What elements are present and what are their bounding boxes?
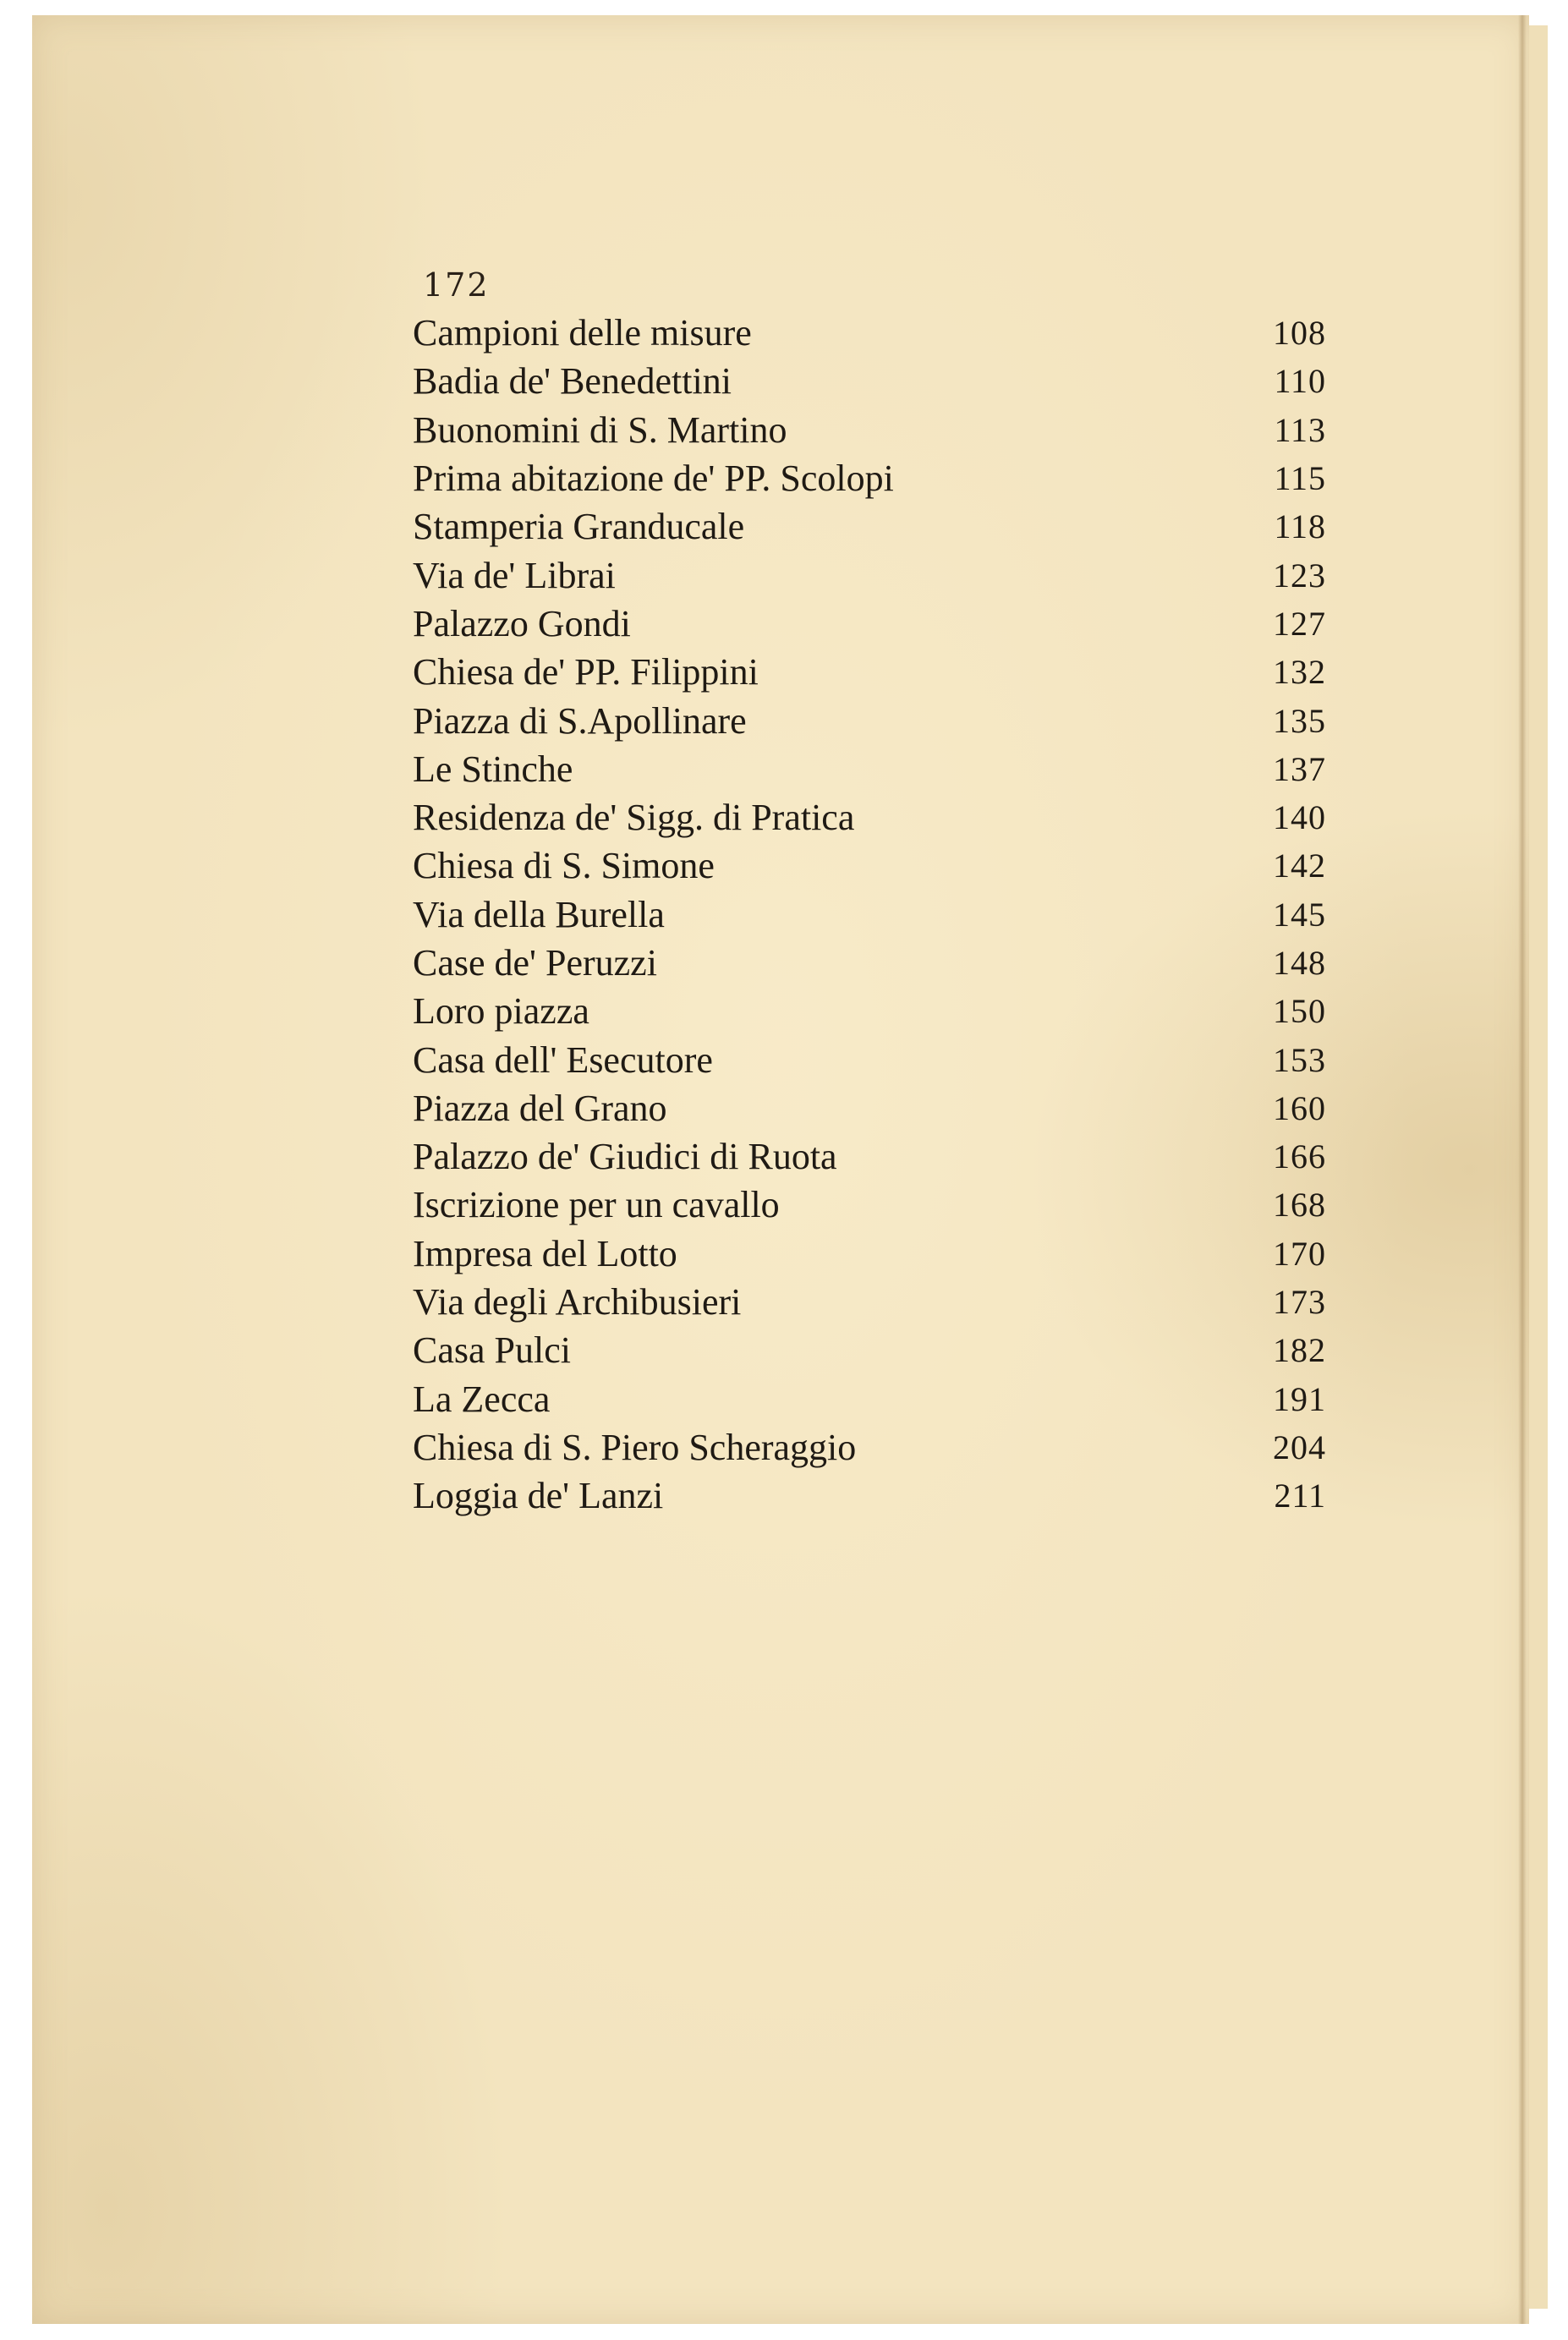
- entry-title: Residenza de' Sigg. di Pratica: [413, 797, 855, 839]
- entry-title: Iscrizione per un cavallo: [413, 1184, 780, 1226]
- entry-title: Via della Burella: [413, 893, 665, 935]
- entry-page-number: 123: [1273, 556, 1326, 595]
- index-entry: [413, 793, 1326, 841]
- entry-title: Chiesa di S. Piero Scheraggio: [413, 1426, 857, 1468]
- index-entry: [413, 939, 1326, 987]
- entry-page-number: 170: [1273, 1234, 1326, 1273]
- entry-page-number: 127: [1273, 604, 1326, 643]
- index-list: [413, 309, 1326, 1520]
- entry-title: Piazza di S.Apollinare: [413, 699, 747, 742]
- index-entry: [413, 1181, 1326, 1229]
- entry-page-number: 160: [1273, 1088, 1326, 1127]
- entry-page-number: 168: [1273, 1186, 1326, 1225]
- index-entry: [413, 1035, 1326, 1083]
- entry-title: Loggia de' Lanzi: [413, 1475, 664, 1517]
- index-entry: [413, 745, 1326, 793]
- entry-title: Casa Pulci: [413, 1329, 571, 1372]
- entry-title: Piazza del Grano: [413, 1087, 667, 1129]
- index-entry: [413, 1278, 1326, 1326]
- entry-title: Loro piazza: [413, 990, 589, 1033]
- entry-page-number: 145: [1273, 895, 1326, 934]
- entry-page-number: 150: [1273, 992, 1326, 1031]
- index-entry: [413, 600, 1326, 648]
- index-entry: [413, 454, 1326, 502]
- index-entry: [413, 1423, 1326, 1471]
- index-entry: [413, 841, 1326, 890]
- entry-page-number: 182: [1273, 1331, 1326, 1370]
- entry-title: Palazzo de' Giudici di Ruota: [413, 1136, 837, 1178]
- index-entry: [413, 406, 1326, 454]
- entry-title: Via de' Librai: [413, 554, 616, 596]
- entry-page-number: 211: [1274, 1477, 1326, 1515]
- index-entry: [413, 309, 1326, 357]
- entry-page-number: 108: [1273, 314, 1326, 353]
- entry-title: Via degli Archibusieri: [413, 1281, 742, 1323]
- index-entry: [413, 1471, 1326, 1520]
- entry-title: Palazzo Gondi: [413, 602, 631, 644]
- index-entry: [413, 551, 1326, 599]
- entry-title: Campioni delle misure: [413, 312, 752, 354]
- entry-title: Chiesa di S. Simone: [413, 845, 715, 887]
- index-entry: [413, 1326, 1326, 1374]
- entry-page-number: 148: [1273, 944, 1326, 982]
- entry-page-number: 113: [1274, 410, 1326, 449]
- entry-page-number: 115: [1274, 459, 1326, 498]
- entry-page-number: 118: [1274, 507, 1326, 546]
- adjacent-page-edge: [1529, 25, 1548, 2309]
- entry-page-number: 153: [1273, 1040, 1326, 1079]
- index-entry: [413, 502, 1326, 551]
- entry-title: Case de' Peruzzi: [413, 942, 657, 984]
- entry-page-number: 132: [1273, 653, 1326, 692]
- index-entry: [413, 648, 1326, 696]
- entry-page-number: 204: [1273, 1428, 1326, 1466]
- index-entry: [413, 891, 1326, 939]
- entry-page-number: 110: [1274, 362, 1326, 401]
- entry-title: Le Stinche: [413, 748, 573, 790]
- entry-page-number: 142: [1273, 847, 1326, 885]
- binding-gutter: [1518, 15, 1527, 2324]
- entry-title: Badia de' Benedettini: [413, 360, 732, 403]
- entry-page-number: 135: [1273, 701, 1326, 740]
- entry-page-number: 191: [1273, 1379, 1326, 1418]
- entry-title: La Zecca: [413, 1378, 551, 1420]
- entry-page-number: 137: [1273, 749, 1326, 788]
- index-entry: [413, 696, 1326, 744]
- entry-page-number: 140: [1273, 798, 1326, 837]
- index-entry: [413, 357, 1326, 405]
- index-entry: [413, 1375, 1326, 1423]
- entry-title: Chiesa de' PP. Filippini: [413, 651, 759, 693]
- entry-title: Casa dell' Esecutore: [413, 1038, 713, 1081]
- entry-page-number: 166: [1273, 1137, 1326, 1176]
- entry-title: Impresa del Lotto: [413, 1232, 677, 1274]
- index-entry: [413, 1230, 1326, 1278]
- index-entry: [413, 1084, 1326, 1132]
- entry-title: Prima abitazione de' PP. Scolopi: [413, 458, 894, 500]
- index-entry: [413, 987, 1326, 1035]
- index-entry: [413, 1132, 1326, 1181]
- entry-title: Stamperia Granducale: [413, 506, 745, 548]
- entry-title: Buonomini di S. Martino: [413, 408, 787, 451]
- entry-page-number: 173: [1273, 1283, 1326, 1322]
- page-number: 172: [423, 266, 490, 304]
